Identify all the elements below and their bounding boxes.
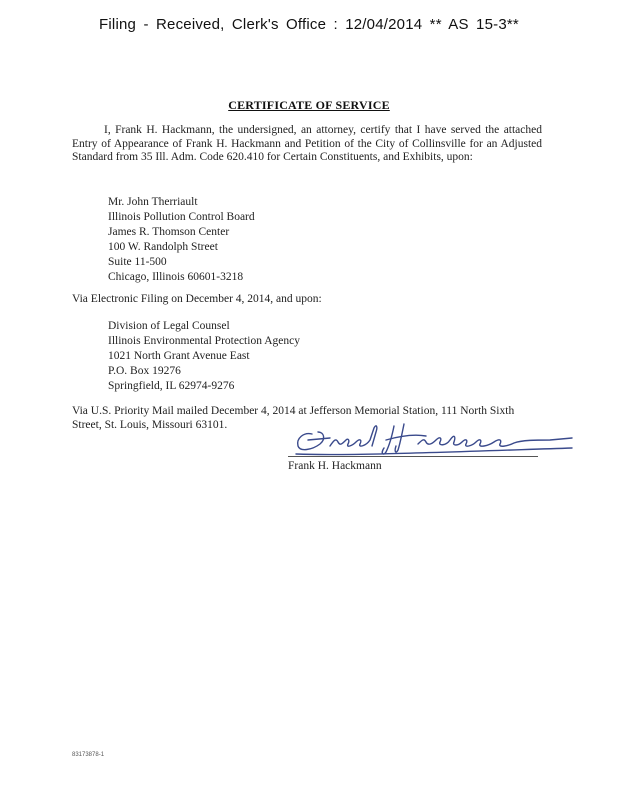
- address-line: Mr. John Therriault: [108, 196, 198, 208]
- address-line: Illinois Pollution Control Board: [108, 211, 255, 223]
- signature-line: [288, 456, 538, 457]
- address-line: Chicago, Illinois 60601-3218: [108, 271, 244, 283]
- via-electronic-filing: Via Electronic Filing on December 4, 2014, and upon:: [72, 293, 322, 305]
- address-line: James R. Thomson Center: [108, 226, 230, 238]
- address-line: 1021 North Grant Avenue East: [108, 350, 250, 362]
- recipient-address-agency: [108, 320, 300, 395]
- address-line: 100 W. Randolph Street: [108, 241, 218, 253]
- recipient-address-board: [108, 196, 255, 286]
- certificate-title: CERTIFICATE OF SERVICE: [228, 98, 390, 112]
- address-line: Suite 11-500: [108, 256, 167, 268]
- address-line: P.O. Box 19276: [108, 365, 181, 377]
- via-priority-mail: Via U.S. Priority Mail mailed December 4, 2014 at Jefferson Memorial Station, 111 North Sixth Street, St. Louis, Missouri 63101.: [72, 405, 515, 431]
- address-line: Springfield, IL 62974-9276: [108, 380, 235, 392]
- certification-paragraph: I, Frank H. Hackmann, the undersigned, an attorney, certify that I have served the attached Entry of Appearance of Frank H. Hackmann and Petition of the City of Collinsville for an Adjusted Standard from 35 Ill. Adm. Code 620.410 for Certain Constituents, and Exhibits, upon:: [72, 124, 542, 163]
- signatory-name: Frank H. Hackmann: [288, 460, 382, 472]
- handwritten-signature: [290, 416, 580, 460]
- address-line: Division of Legal Counsel: [108, 320, 230, 332]
- document-id-footer: 83173878-1: [72, 752, 105, 758]
- filing-header-stamp: Filing - Received, Clerk's Office : 12/04/2014 ** AS 15-3**: [99, 16, 519, 33]
- address-line: Illinois Environmental Protection Agency: [108, 335, 300, 347]
